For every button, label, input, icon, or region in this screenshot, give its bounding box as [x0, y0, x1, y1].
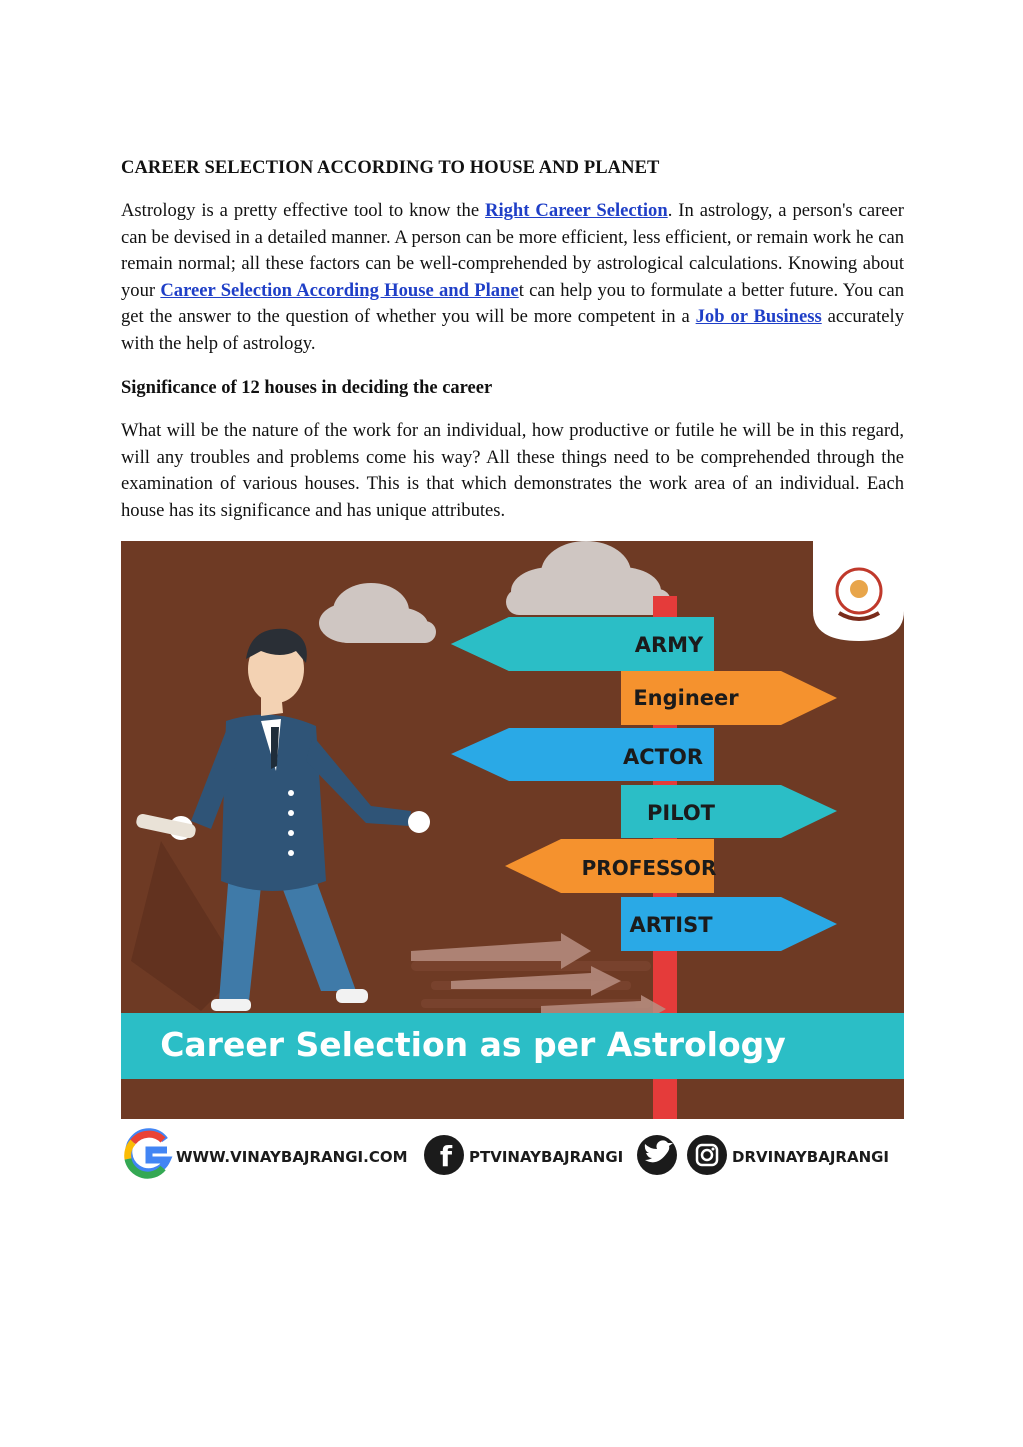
facebook-handle: PTVINAYBAJRANGI — [469, 1148, 624, 1166]
intro-text-1: Astrology is a pretty effective tool to know the — [121, 200, 486, 221]
section-heading: Significance of 12 houses in deciding the career — [121, 378, 493, 398]
right-career-selection-link[interactable]: Right Career Selection — [485, 200, 668, 221]
sign-label: ACTOR — [622, 745, 704, 769]
intro-text-2: . In astrology, a person's career can be devised in a detailed manner. A person can be more efficient, less efficient, or remain work he can remain normal; all these factors can be well-comprehended by astrological calculations. Knowing about your — [121, 200, 905, 301]
logo-seal — [813, 541, 904, 641]
career-banner-image — [121, 541, 904, 1199]
facebook-icon — [424, 1135, 464, 1175]
sign-label: PILOT — [646, 801, 716, 825]
banner-title: Career Selection as per Astrology — [160, 1025, 786, 1064]
houses-paragraph: What will be the nature of the work for an individual, how productive or futile he will be in this regard, will any troubles and problems come his way? All these things need to be comprehended through the examination of various houses. This is that which demonstrates the work area of an individual. Each house has its significance and has unique attributes. — [121, 420, 904, 521]
intro-text-3: t can help you to formulate a better future. You can get the answer to the question of whether you will be more competent in a — [121, 279, 904, 327]
intro-text-4: accurately with the help of astrology. — [121, 306, 904, 354]
svg-text:f: f — [439, 1140, 453, 1173]
job-or-business-link[interactable]: Job or Business — [695, 306, 822, 327]
sign-label: PROFESSOR — [581, 856, 717, 880]
sign-label: Engineer — [633, 686, 739, 710]
intro-paragraph — [121, 198, 904, 357]
social-handle: DRVINAYBAJRANGI — [732, 1148, 890, 1166]
instagram-icon — [687, 1135, 727, 1175]
twitter-icon — [637, 1135, 677, 1175]
sign-label: ARMY — [634, 633, 704, 657]
website-text: WWW.VINAYBAJRANGI.COM — [176, 1148, 408, 1166]
career-selection-house-planet-link[interactable]: Career Selection According House and Plane — [160, 279, 519, 301]
page-title: CAREER SELECTION ACCORDING TO HOUSE AND PLANET — [121, 158, 660, 178]
sign-label: ARTIST — [629, 913, 713, 937]
